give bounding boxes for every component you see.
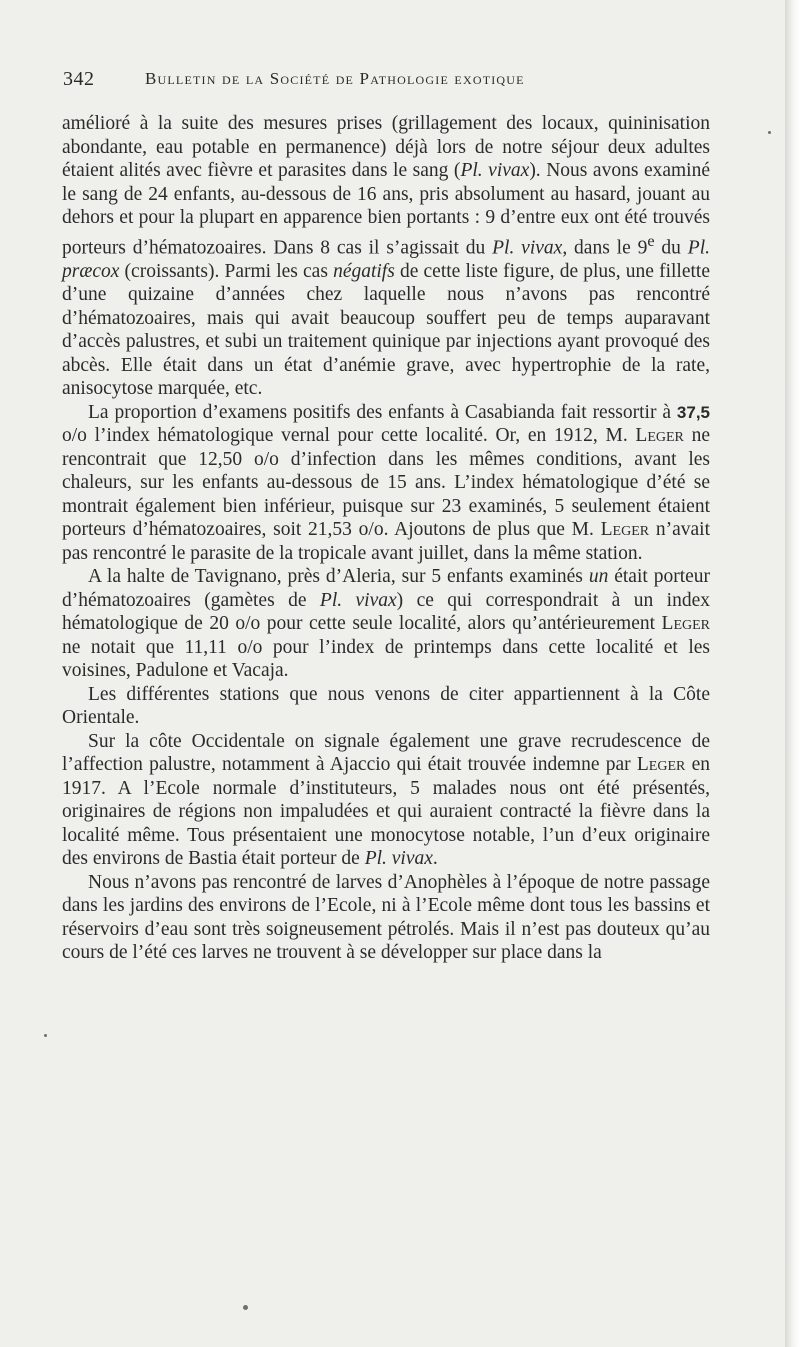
species-name: Pl. vivax [492, 237, 563, 258]
author-name: Leger [661, 613, 710, 634]
text-run: ne rencontrait que 12,50 o/o d’infection dans les mêmes conditions, avant les chaleurs, sur les enfants au-dessous de 15 ans. L’index hématologique d’été se montrait également bien inférieur, puisque sur 23 examinés, 5 seulement étaient porteurs d’hématozoaires, soit 21,53 o/o. Ajoutons de plus que M. [62, 425, 710, 540]
species-name: Pl. vivax [319, 589, 397, 611]
running-head [63, 66, 708, 96]
author-name: Leger [636, 754, 686, 775]
text-run: , dans le 9 [562, 237, 648, 258]
paper-speck [768, 131, 771, 134]
text-run: Nous n’avons pas rencontré de larves d’Anophèles à l’époque de notre passage dans les jardins des environs de l’Ecole, ni à l’Ecole même dont tous les bassins et réservoirs d’eau sont très soigneusement pétrolés. Mais il n’est pas douteux qu’au cours de l’été ces larves ne trouvent à se développer sur place dans la [62, 871, 710, 963]
paragraph-1 [62, 112, 710, 401]
species-name: Pl. vivax [364, 848, 433, 869]
paper-speck [44, 1034, 47, 1037]
text-run: n’avait pas rencontré le parasite de la tropicale avant juillet, dans la même station. [62, 519, 710, 564]
species-name: Pl. præcox [62, 237, 710, 282]
paragraph-5 [62, 730, 710, 871]
paragraph-6 [62, 871, 710, 965]
page-edge [785, 0, 800, 1347]
text-run: Les différentes stations que nous venons de citer appartiennent à la Côte Orientale. [62, 683, 710, 728]
text-run: était porteur d’hématozoaires (gamètes de [62, 566, 711, 611]
body-text [62, 112, 710, 965]
text-run: ). Nous avons examiné le sang de 24 enfants, au-dessous de 16 ans, pris absolument au hasard, jouant au dehors et pour la plupart en apparence bien portants : 9 d’entre eux ont été trouvés porteurs d’hématozoaires. Dans 8 cas il s’agissait du [62, 160, 710, 258]
text-run: (croissants). Parmi les cas [119, 260, 334, 282]
species-name: Pl. vivax [460, 160, 530, 181]
page-number: 342 [63, 68, 95, 90]
journal-title: Bulletin de la Société de Pathologie exotique [145, 69, 525, 88]
emphasis: négatifs [333, 260, 395, 282]
text-run: ) ce qui correspondrait à un index hématologique de 20 o/o pour cette seule localité, alors qu’antérieurement [62, 589, 710, 634]
ordinal-suffix: e [647, 231, 655, 250]
text-run: o/o l’index hématologique vernal pour cette localité. Or, en 1912, M. [62, 425, 636, 446]
text-run: ne notait que 11,11 o/o pour l’index de printemps dans cette localité et les voisines, Padulone et Vacaja. [62, 636, 710, 681]
author-name: Leger [600, 519, 650, 540]
text-run: du [654, 237, 688, 258]
bold-figure: 37,5 [676, 402, 710, 422]
paragraph-2 [62, 401, 710, 566]
text-run: A la halte de Tavignano, près d’Aleria, sur 5 enfants examinés [88, 566, 589, 587]
paragraph-3 [62, 565, 710, 683]
paragraph-4 [62, 683, 710, 730]
author-name: Leger [635, 425, 684, 446]
paper-speck [243, 1305, 248, 1310]
text-run: . [432, 848, 438, 869]
text-run: amélioré à la suite des mesures prises (grillagement des locaux, quininisation abondante, eau potable en permanence) déjà lors de notre séjour deux adultes étaient alités avec fièvre et parasites dans le sang ( [62, 113, 710, 181]
text-run: en 1917. A l’Ecole normale d’instituteurs, 5 malades nous ont été présentés, originaires de régions non impaludées et qui auraient contracté la fièvre dans la localité même. Tous présentaient une monocytose notable, l’un d’eux originaire des environs de Bastia était porteur de [62, 754, 710, 869]
text-run: Sur la côte Occidentale on signale également une grave recrudescence de l’affection palustre, notamment à Ajaccio qui était trouvée indemne par [62, 730, 710, 775]
emphasis: un [588, 566, 609, 587]
text-run: de cette liste figure, de plus, une fillette d’une quizaine d’années chez laquelle nous n’avons pas rencontré d’hématozoaires, mais qui avait beaucoup souffert peu de temps auparavant d’accès palustres, et subi un traitement quinique par injections ayant provoqué des abcès. Elle était dans un état d’anémie grave, avec hypertrophie de la rate, anisocytose marquée, etc. [62, 260, 710, 399]
text-run: La proportion d’examens positifs des enfants à Casabianda fait ressortir à [88, 401, 677, 423]
